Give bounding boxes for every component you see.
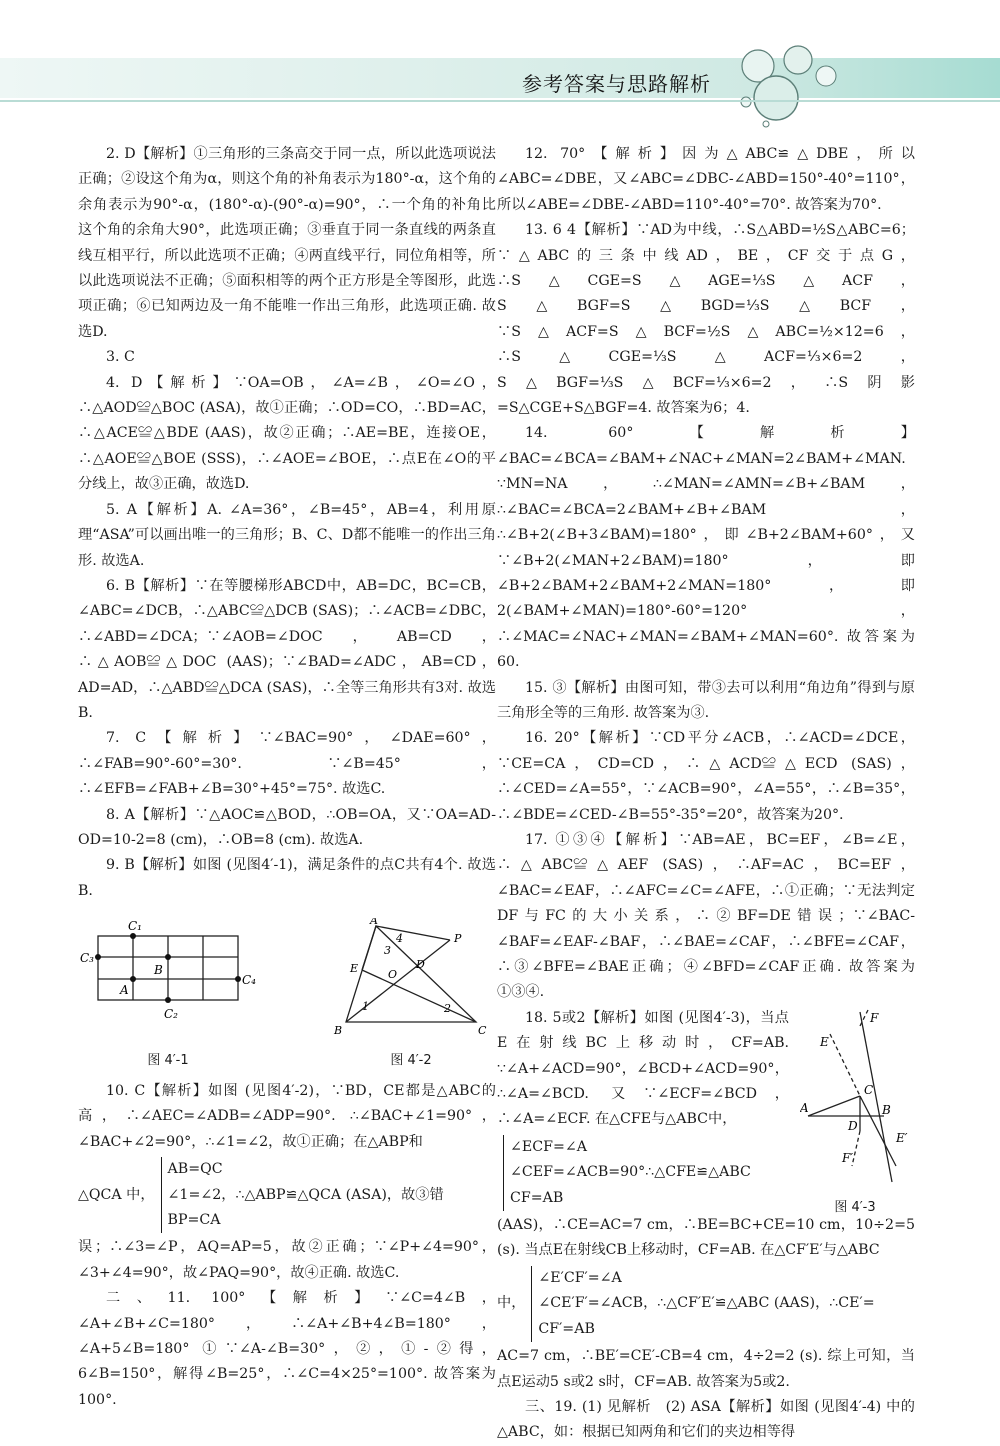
answer-q3: 3. C: [106, 349, 135, 366]
fig3-label: E: [820, 1034, 829, 1049]
fig2-label: C: [478, 1024, 487, 1038]
fig2-label: 4: [396, 932, 403, 946]
q18-suffix-2: ∴△CF′E′≌△ABC (AAS)，∴CE′=: [657, 1295, 875, 1312]
brace-line: ∠ECF=∠A: [510, 1138, 587, 1155]
line-figure: [800, 1006, 910, 1186]
answer-q18-cont: (AAS)，∴CE=AC=7 cm，∴BE=BC+CE=10 cm，10÷2=5 (s). 当点E在射线CB上移动时，CF=AB. 在△CF′E′与△ABC: [497, 1217, 915, 1259]
fig2-label: A: [370, 918, 378, 928]
fig2-label: B: [334, 1024, 343, 1038]
page-header-title: 参考答案与思路解析: [522, 72, 711, 96]
fig3-label: F: [870, 1010, 879, 1025]
answer-q9: 9. B【解析】如图 (见图4′-1)，满足条件的点C共有4个. 故选B.: [78, 857, 496, 899]
q10-prefix: △QCA 中，: [78, 1186, 155, 1203]
brace-line: BP=CA: [167, 1212, 221, 1229]
bubbles-decoration: [736, 36, 846, 132]
grid-figure: [78, 918, 258, 1038]
answer-q18: 18. 5或2【解析】如图 (见图4′-3)，当点E在射线BC上移动时，CF=AB. ∵∠A+∠ACD=90°，∠BCD+∠ACD=90°，∴∠A=∠BCD. 又∵∠ECF=∠BCD，∴∠A=∠ECF. 在△CFE与△ABC中，: [497, 1009, 789, 1128]
fig1-label: A: [120, 983, 129, 998]
q18-suffix-1: ∴△CFE≌△ABC: [645, 1164, 751, 1181]
fig3-label: A: [800, 1100, 809, 1115]
answer-q10-cont: 误；∴∠3=∠P，AQ=AP=5，故②正确；∵∠P+∠4=90°，∠3+∠4=90°，故∠PAQ=90°，故④正确. 故选C.: [78, 1239, 496, 1281]
fig1-label: C₁: [128, 919, 142, 934]
answer-q6: 6. B【解析】∵在等腰梯形ABCD中，AB=DC，BC=CB，∠ABC=∠DCB，∴△ABC≌△DCB (SAS)；∴∠ACB=∠DBC，∴∠ABD=∠DCA；∵∠AOB=∠DOC，AB=CD，∴△AOB≌△DOC (AAS)；∵∠BAD=∠ADC，AB=CD，AD=AD，∴△ABD≌△DCA (SAS)，∴全等三角形共有3对. 故选B.: [78, 577, 496, 721]
figure-4-1: [78, 918, 258, 1073]
q18-prefix-2: 中，: [497, 1295, 526, 1312]
brace-line: CF=AB: [510, 1189, 564, 1206]
answer-q14: 14. 60°【解析】∠BAC=∠BCA=∠BAM+∠NAC+∠MAN=2∠BAM+∠MAN. ∵MN=NA，∴∠MAN=∠AMN=∠B+∠BAM，∴∠BAC=∠BCA=2∠BAM+∠B+∠BAM，∴∠B+2(∠B+3∠BAM)=180°，即∠B+2∠BAM+60°，又∵∠B+2(∠MAN+2∠BAM)=180°，即∠B+2∠BAM+2∠BAM+2∠MAN=180°，即2(∠BAM+∠MAN)=180°-60°=120°，∴∠MAC=∠NAC+∠MAN=∠BAM+∠MAN=60°. 故答案为60.: [497, 425, 915, 671]
answer-q11: 二、11. 100°【解析】∵∠C=4∠B，∠A+∠B+∠C=180°，∴∠A+∠B+4∠B=180°，∠A+5∠B=180° ①∵∠A-∠B=30°，②，①-②得，6∠B=150°，解得∠B=25°，∴∠C=4×25°=100°. 故答案为100°.: [78, 1290, 496, 1408]
figure-4-3-caption: 图 4′-3: [834, 1200, 876, 1216]
answer-q4: 4. D【解析】∵OA=OB，∠A=∠B，∠O=∠O，∴△AOD≌△BOC (ASA)，故①正确；∴OD=CO，∴BD=AC，∴△ACE≌△BDE (AAS)，故②正确；∴AE=BE，连接OE，∴△AOE≌△BOE (SSS)，∴∠AOE=∠BOE，∴点E在∠O的平分线上，故③正确，故选D.: [78, 374, 496, 493]
header-divider: [0, 100, 1000, 102]
q10-system: [78, 1157, 496, 1233]
fig1-label: C₂: [164, 1007, 178, 1022]
fig2-label: O: [388, 968, 398, 982]
brace-line: ∠E′CF′=∠A: [538, 1269, 622, 1286]
fig3-label: C: [864, 1082, 874, 1097]
fig3-label: D: [848, 1118, 858, 1133]
header-band: [0, 58, 1000, 98]
fig2-label: E: [350, 962, 359, 976]
left-column: [78, 142, 496, 1413]
q18-brace-1: [503, 1135, 645, 1211]
triangle-figure: [326, 918, 496, 1038]
answer-q5: 5. A【解析】A. ∠A=36°，∠B=45°，AB=4，利用原理“ASA”可以画出唯一的三角形；B、C、D都不能唯一的作出三角形. 故选A.: [78, 501, 496, 569]
fig3-label: F′: [842, 1150, 854, 1165]
figure-4-2-caption: 图 4′-2: [390, 1052, 432, 1068]
answer-q17: 17. ①③④【解析】∵AB=AE，BC=EF，∠B=∠E，∴△ABC≌△AEF (SAS)，∴AF=AC，BC=EF，∠BAC=∠EAF，∴∠AFC=∠C=∠AFE，∴①正确；∵无法判定DF与FC的大小关系，∴②BF=DE错误；∵∠BAC-∠BAF=∠EAF-∠BAF，∴∠BAE=∠CAF，∴∠BFE=∠CAF，∴③∠BFE=∠BAE正确；④∠BFD=∠CAF正确. 故答案为①③④.: [497, 831, 915, 1001]
brace-line: CF′=AB: [538, 1320, 595, 1337]
brace-line: ∠CEF=∠ACB=90°: [510, 1164, 646, 1181]
answer-q12: 12. 70°【解析】因为△ABC≌△DBE，所以∠ABC=∠DBE，又∠ABC=∠DBC-∠ABD=150°-40°=110°，所以∠ABE=∠DBE-∠ABD=110°-40°=70°. 故答案为70°.: [497, 146, 915, 213]
fig2-label: P: [454, 932, 462, 946]
fig2-label: 3: [384, 944, 391, 958]
fig3-label: E′: [896, 1130, 908, 1145]
figure-4-3: [795, 1006, 915, 1221]
answer-q15: 15. ③【解析】由图可知，带③去可以利用“角边角”得到与原三角形全等的三角形. 故答案为③.: [497, 679, 915, 721]
fig2-label: 1: [362, 1000, 369, 1014]
fig3-label: B: [882, 1102, 891, 1117]
fig2-label: 2: [444, 1002, 451, 1016]
figures-row: [78, 918, 496, 1073]
answer-q8: 8. A【解析】∵△AOC≌△BOD，∴OB=OA，又∵OA=AD-OD=10-2=8 (cm)，∴OB=8 (cm). 故选A.: [78, 806, 496, 848]
answer-q10: 10. C【解析】如图 (见图4′-2)，∵BD，CE都是△ABC的高，∴∠AEC=∠ADB=∠ADP=90°. ∴∠BAC+∠1=90°，∠BAC+∠2=90°，∴∠1=∠2，故①正确；在△ABP和: [78, 1083, 496, 1150]
q18-system-2: [497, 1266, 915, 1342]
figure-4-1-caption: 图 4′-1: [147, 1052, 189, 1068]
fig1-label: B: [154, 963, 163, 978]
figure-4-2: [326, 918, 496, 1073]
answer-q18-block: [497, 1006, 915, 1216]
q18-system-1: [497, 1135, 789, 1211]
fig1-label: C₃: [80, 951, 94, 966]
right-column: [497, 142, 915, 1446]
brace-line: AB=QC: [167, 1161, 223, 1178]
q10-suffix: ∴△ABP≌△QCA (ASA)，故③错: [235, 1186, 444, 1203]
q18-brace-2: [531, 1266, 657, 1342]
brace-line: ∠CE′F′=∠ACB，: [538, 1295, 658, 1312]
answer-q19: 三、19. (1) 见解析 (2) ASA【解析】如图 (见图4′-4) 中的△ABC，如：根据已知两角和它们的夹边相等得: [497, 1398, 915, 1441]
answer-q2: 2. D【解析】①三角形的三条高交于同一点，所以此选项说法正确；②设这个角为α，则这个角的补角表示为180°-α，这个角的余角表示为90°-α，(180°-α)-(90°-α)=90°，∴一个角的补角比这个角的余角大90°，此选项正确；③垂直于同一条直线的两条直线互相平行，所以此选项不正确；④两直线平行，同位角相等，所以此选项说法不正确；⑤面积相等的两个正方形是全等图形，此选项正确；⑥已知两边及一角不能唯一作出三角形，此选项正确. 故选D.: [78, 146, 496, 340]
fig1-label: C₄: [242, 973, 256, 988]
brace-line: ∠1=∠2，: [167, 1186, 236, 1203]
q10-brace: [161, 1157, 236, 1233]
answer-q7: 7. C【解析】∵∠BAC=90°，∠DAE=60°，∴∠FAB=90°-60°=30°. ∵∠B=45°，∴∠EFB=∠FAB+∠B=30°+45°=75°. 故选C.: [78, 730, 496, 798]
answer-q18-end: AC=7 cm，∴BE′=CE′-CB=4 cm，4÷2=2 (s). 综上可知，当点E运动5 s或2 s时，CF=AB. 故答案为5或2.: [497, 1348, 915, 1390]
answer-q16: 16. 20°【解析】∵CD平分∠ACB，∴∠ACD=∠DCE，∵CE=CA，CD=CD，∴△ACD≌△ECD (SAS)，∴∠CED=∠A=55°，∵∠ACB=90°，∠A=55°，∴∠B=35°，∴∠BDE=∠CED-∠B=55°-35°=20°，故答案为20°.: [497, 730, 915, 823]
answer-q13: 13. 6 4【解析】∵AD为中线，∴S△ABD=½S△ABC=6；∵△ABC的三条中线AD，BE，CF交于点G，∴S△CGE=S△AGE=⅓S△ACF，S△BGF=S△BGD=⅓S△BCF，∵S△ACF=S△BCF=½S△ABC=½×12=6，∴S△CGE=⅓S△ACF=⅓×6=2，S△BGF=⅓S△BCF=⅓×6=2，∴S阴影=S△CGE+S△BGF=4. 故答案为6；4.: [497, 222, 915, 417]
fig2-label: D: [416, 958, 425, 972]
